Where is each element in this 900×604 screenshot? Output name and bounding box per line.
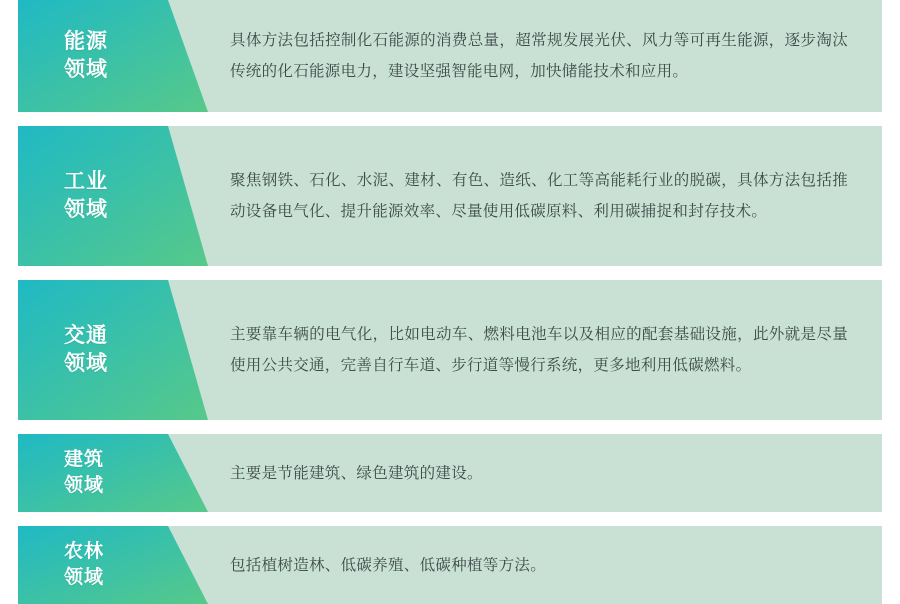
row-label-industry	[18, 126, 208, 266]
label-line-2: 领域	[64, 567, 105, 588]
label-line-1: 建筑	[64, 449, 105, 471]
label-line-2: 领域	[64, 58, 108, 81]
row-label-text	[64, 280, 108, 420]
label-line-2: 领域	[64, 198, 108, 221]
row-body-text: 包括植树造林、低碳养殖、低碳种植等方法。	[230, 556, 547, 574]
row-body-text: 主要是节能建筑、绿色建筑的建设。	[230, 464, 483, 482]
row-label-energy	[18, 0, 208, 112]
row-label-text	[64, 434, 104, 512]
row-label-text	[64, 126, 108, 266]
label-line-1: 农林	[64, 541, 105, 563]
diagram-row	[18, 526, 882, 604]
diagram-row	[18, 126, 882, 266]
row-body-text: 主要靠车辆的电气化，比如电动车、燃料电池车以及相应的配套基础设施，此外就是尽量使用公共交通，完善自行车道、步行道等慢行系统，更多地利用低碳燃料。	[230, 326, 848, 374]
row-body-text: 聚焦钢铁、石化、水泥、建材、有色、造纸、化工等高能耗行业的脱碳，具体方法包括推动设备电气化、提升能源效率、尽量使用低碳原料、利用碳捕捉和封存技术。	[230, 172, 848, 220]
row-label-text	[64, 0, 108, 112]
label-chevron-shape	[18, 280, 208, 420]
row-label-text	[64, 526, 104, 604]
label-line-2: 领域	[64, 475, 105, 496]
row-label-building	[18, 434, 208, 512]
label-line-1: 交通	[64, 323, 108, 347]
label-chevron-shape	[18, 0, 208, 112]
diagram-row	[18, 434, 882, 512]
label-line-2: 领域	[64, 352, 108, 375]
label-line-1: 能源	[64, 29, 108, 53]
row-body-text: 具体方法包括控制化石能源的消费总量，超常规发展光伏、风力等可再生能源，逐步淘汰传统的化石能源电力，建设坚强智能电网，加快储能技术和应用。	[230, 32, 848, 80]
row-label-transport	[18, 280, 208, 420]
label-chevron-shape	[18, 126, 208, 266]
row-label-agriculture-forestry	[18, 526, 208, 604]
label-chevron-shape	[18, 526, 208, 604]
diagram-row	[18, 280, 882, 420]
label-line-1: 工业	[64, 169, 108, 193]
diagram-row	[18, 0, 882, 112]
label-chevron-shape	[18, 434, 208, 512]
